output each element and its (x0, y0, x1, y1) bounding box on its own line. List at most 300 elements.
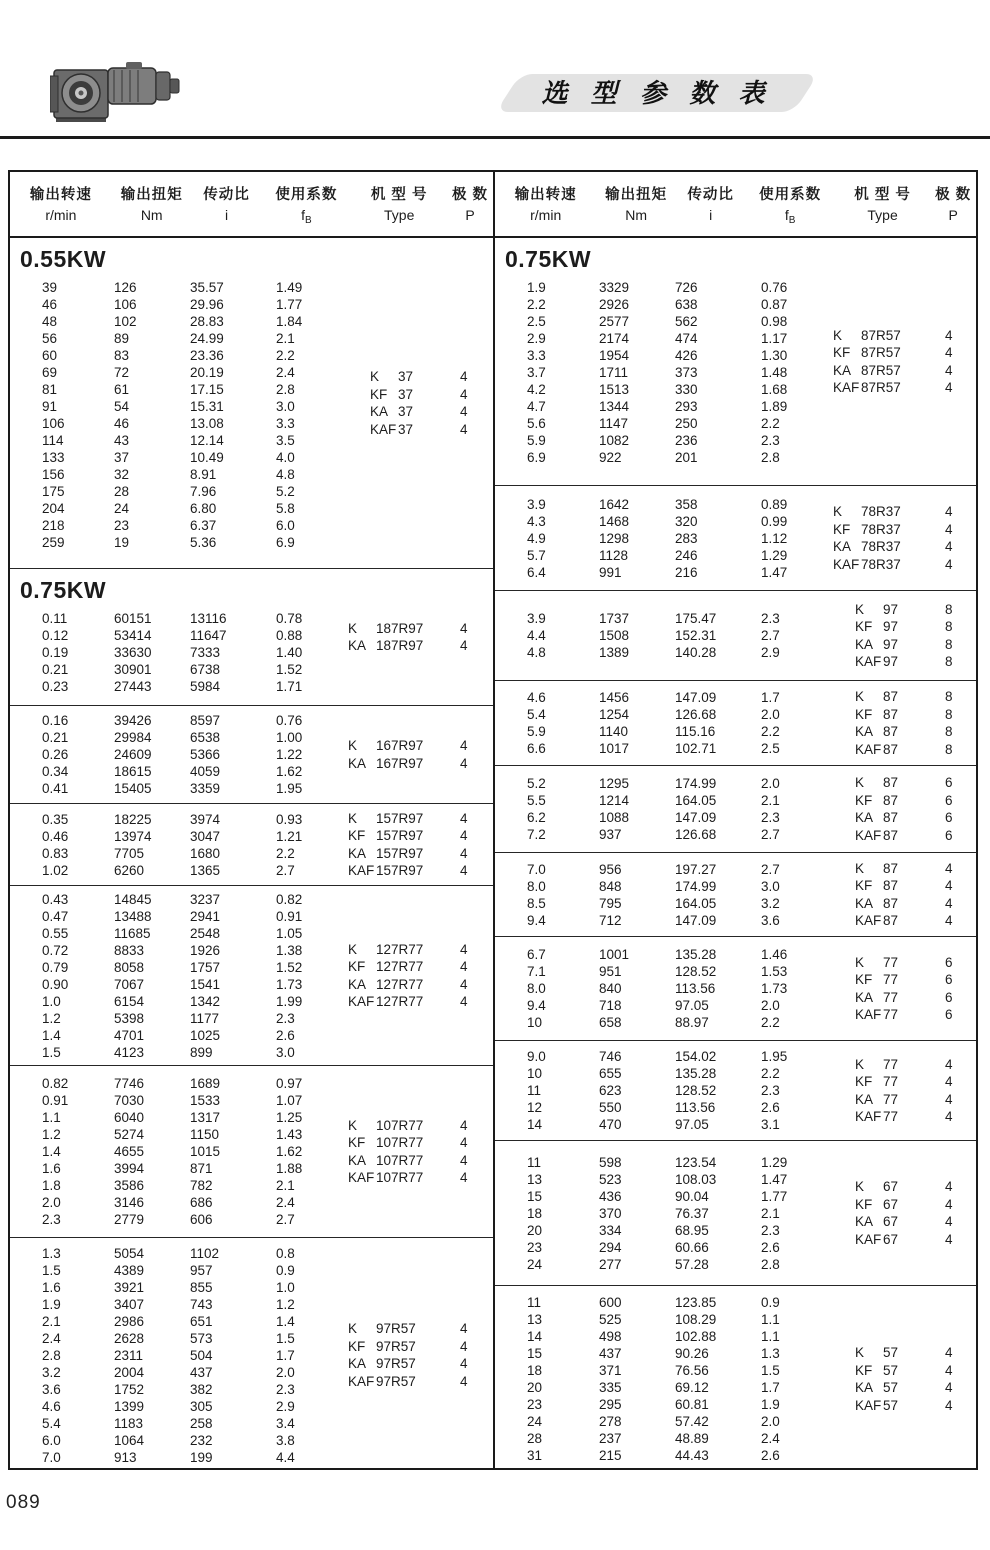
output-speed-value: 9.0 (527, 1049, 546, 1064)
table-block (495, 485, 976, 590)
pole-count: 4 (460, 369, 468, 384)
type-prefix: KAF (855, 1231, 882, 1247)
output-speed-value: 0.43 (42, 891, 69, 907)
type-size: 87R57 (861, 362, 901, 378)
ratio-value: 97.05 (675, 998, 709, 1013)
table-block (495, 238, 976, 485)
ratio-value: 174.99 (675, 878, 717, 894)
output-torque-value: 913 (114, 1449, 137, 1465)
output-torque-value: 215 (599, 1448, 622, 1463)
table-row (495, 826, 825, 843)
ratio-value: 638 (675, 297, 698, 312)
table-row (495, 1430, 825, 1447)
output-speed-value: 0.79 (42, 959, 69, 975)
service-factor-value: 1.99 (276, 993, 303, 1009)
ratio-value: 1025 (190, 1027, 221, 1043)
table-row (495, 530, 825, 547)
pole-count: 4 (945, 380, 953, 395)
table-row (10, 1075, 340, 1092)
output-speed-value: 5.4 (42, 1415, 61, 1431)
table-row (10, 1143, 340, 1160)
table-row (10, 1194, 340, 1211)
service-factor-value: 1.12 (761, 530, 788, 546)
output-speed-value: 56 (42, 331, 58, 346)
output-torque-value: 24609 (114, 747, 152, 762)
column-header-label: 机 型 号 (370, 186, 428, 203)
column-header-unit: r/min (530, 206, 562, 223)
type-designation (825, 741, 976, 759)
output-speed-value: 15 (527, 1188, 543, 1204)
table-row (10, 908, 340, 925)
ratio-value: 686 (190, 1195, 213, 1210)
type-prefix: KF (855, 878, 873, 893)
output-torque-value: 6154 (114, 993, 145, 1009)
output-torque-value: 1017 (599, 741, 630, 756)
ratio-value: 743 (190, 1296, 213, 1312)
service-factor-value: 2.1 (276, 331, 295, 346)
ratio-value: 474 (675, 331, 698, 346)
table-row (10, 432, 340, 449)
output-speed-value: 0.21 (42, 730, 69, 745)
output-torque-value: 848 (599, 878, 622, 894)
type-designation (825, 809, 976, 827)
ratio-value: 147.09 (675, 912, 717, 928)
table-row (10, 1432, 340, 1449)
output-torque-value: 6260 (114, 862, 145, 878)
output-torque-value: 523 (599, 1171, 622, 1187)
ratio-value: 782 (190, 1178, 213, 1193)
output-torque-value: 1128 (599, 547, 629, 563)
type-designation (340, 403, 493, 421)
type-designation (825, 877, 976, 895)
type-prefix: KF (370, 386, 388, 402)
service-factor-value: 0.97 (276, 1076, 303, 1091)
service-factor-value: 1.3 (761, 1346, 780, 1361)
type-designation (825, 912, 976, 930)
service-factor-value: 2.9 (761, 645, 780, 660)
ratio-value: 23.36 (190, 348, 224, 363)
table-row (495, 513, 825, 530)
ratio-value: 1015 (190, 1144, 221, 1159)
output-speed-value: 4.6 (42, 1398, 61, 1414)
pole-count: 4 (945, 1397, 953, 1413)
output-speed-value: 81 (42, 382, 58, 397)
table-row (495, 1188, 825, 1205)
type-size: 127R77 (376, 994, 424, 1009)
pole-count: 4 (460, 941, 468, 957)
ratio-value: 108.03 (675, 1171, 717, 1187)
service-factor-value: 1.29 (761, 1154, 788, 1170)
table-row (10, 1092, 340, 1109)
service-factor-value: 2.0 (761, 707, 780, 722)
pole-count: 4 (945, 1214, 953, 1229)
table-row (495, 1413, 825, 1430)
output-torque-value: 29984 (114, 730, 152, 745)
type-size: 97 (883, 654, 899, 669)
pole-count: 6 (945, 775, 953, 790)
service-factor-value: 2.2 (761, 724, 780, 739)
output-speed-value: 39 (42, 280, 58, 295)
table-row (10, 1415, 340, 1432)
table-block (495, 1285, 976, 1472)
service-factor-value: 2.2 (761, 1066, 780, 1081)
type-prefix: KAF (833, 380, 860, 395)
output-torque-value: 470 (599, 1117, 622, 1132)
table-row (10, 828, 340, 845)
table-row (10, 862, 340, 879)
type-designation (340, 1355, 493, 1373)
output-speed-value: 1.4 (42, 1027, 61, 1043)
output-speed-value: 28 (527, 1431, 543, 1446)
ratio-value: 15.31 (190, 399, 224, 414)
type-size: 67 (883, 1214, 899, 1229)
ratio-value: 102.88 (675, 1329, 717, 1344)
service-factor-value: 2.6 (761, 1448, 780, 1463)
table-row (495, 1154, 825, 1171)
service-factor-value: 1.22 (276, 747, 303, 762)
pole-count: 4 (460, 994, 468, 1009)
output-torque-value: 6040 (114, 1110, 145, 1125)
output-speed-value: 1.2 (42, 1127, 61, 1142)
service-factor-value: 1.46 (761, 947, 788, 962)
service-factor-value: 0.91 (276, 908, 303, 924)
pole-count: 4 (460, 421, 468, 437)
output-speed-value: 69 (42, 365, 58, 380)
ratio-value: 3359 (190, 781, 221, 796)
output-speed-value: 20 (527, 1222, 543, 1238)
type-designation (825, 954, 976, 972)
type-designation (340, 827, 493, 845)
header-units-row (10, 207, 493, 226)
ratio-value: 7.96 (190, 484, 217, 499)
ratio-value: 7333 (190, 645, 221, 660)
type-prefix: KA (348, 1152, 367, 1168)
service-factor-value: 2.3 (761, 611, 780, 626)
column-header-label: 传动比 (687, 186, 734, 203)
pole-count: 4 (460, 1321, 468, 1336)
output-torque-value: 1737 (599, 611, 630, 626)
ratio-value: 164.05 (675, 793, 717, 808)
type-designations (340, 706, 493, 803)
output-torque-value: 956 (599, 861, 622, 877)
type-size: 78R37 (861, 504, 901, 519)
table-row (10, 845, 340, 862)
service-factor-value: 1.29 (761, 547, 788, 563)
ratio-value: 957 (190, 1262, 213, 1278)
output-torque-value: 1711 (599, 365, 629, 380)
table-row (10, 661, 340, 678)
type-prefix: K (348, 941, 358, 957)
service-factor-value: 1.95 (276, 781, 303, 796)
output-speed-value: 10 (527, 1066, 543, 1081)
ratio-value: 573 (190, 1330, 213, 1346)
table-row (10, 1177, 340, 1194)
type-designation (825, 827, 976, 845)
output-speed-value: 14 (527, 1329, 543, 1344)
table-row (10, 644, 340, 661)
output-speed-value: 24 (527, 1256, 543, 1272)
output-torque-value: 13488 (114, 908, 152, 924)
pole-count: 8 (945, 619, 953, 634)
pole-count: 4 (945, 1345, 953, 1360)
output-speed-value: 5.6 (527, 416, 546, 431)
table-row (495, 1362, 825, 1379)
ratio-value: 57.42 (675, 1414, 709, 1429)
service-factor-value: 0.87 (761, 297, 788, 312)
table-row (495, 1379, 825, 1396)
output-speed-value: 6.0 (42, 1432, 61, 1448)
service-factor-value: 2.7 (761, 827, 780, 842)
output-speed-value: 1.6 (42, 1279, 61, 1295)
output-speed-value: 46 (42, 297, 58, 312)
service-factor-value: 2.7 (761, 861, 780, 877)
service-factor-value: 1.7 (761, 690, 780, 705)
type-size: 37 (398, 369, 414, 384)
ratio-value: 246 (675, 547, 698, 563)
data-rows (10, 238, 340, 568)
type-size: 57 (883, 1362, 899, 1378)
ratio-value: 504 (190, 1347, 213, 1363)
ratio-value: 97.05 (675, 1117, 709, 1132)
type-prefix: KA (833, 539, 852, 554)
output-torque-value: 1088 (599, 810, 630, 825)
pole-count: 4 (460, 620, 468, 636)
output-torque-value: 4123 (114, 1044, 145, 1060)
data-rows (495, 681, 825, 765)
type-designation (825, 1091, 976, 1109)
table-row (10, 364, 340, 381)
output-speed-value: 1.3 (42, 1245, 61, 1261)
output-speed-value: 12 (527, 1100, 543, 1115)
output-speed-value: 6.6 (527, 741, 546, 756)
output-speed-value: 0.21 (42, 662, 69, 677)
type-prefix: KA (370, 404, 389, 419)
type-prefix: KA (855, 1380, 874, 1395)
output-speed-value: 1.2 (42, 1010, 61, 1026)
column-header-label: 使用系数 (759, 186, 822, 203)
output-speed-value: 4.9 (527, 530, 546, 546)
column-header-label: 机 型 号 (854, 186, 911, 203)
table-row (10, 1044, 340, 1061)
type-designation (825, 653, 976, 671)
ratio-value: 1102 (190, 1245, 220, 1261)
ratio-value: 562 (675, 314, 698, 329)
type-designation (825, 1178, 976, 1196)
ratio-value: 24.99 (190, 331, 224, 346)
table-row (495, 740, 825, 757)
output-speed-value: 18 (527, 1363, 543, 1378)
power-section-label: 0.75KW (20, 577, 107, 603)
output-speed-value: 2.1 (42, 1313, 61, 1329)
pole-count: 4 (945, 539, 953, 554)
type-prefix: KAF (348, 1170, 375, 1185)
ratio-value: 1150 (190, 1127, 220, 1142)
output-torque-value: 278 (599, 1414, 622, 1429)
table-row (495, 364, 825, 381)
type-designations (825, 1141, 976, 1285)
service-factor-value: 1.77 (276, 297, 303, 312)
type-size: 78R37 (861, 556, 901, 572)
type-prefix: K (833, 327, 843, 343)
data-rows (495, 591, 825, 680)
type-designations (825, 486, 976, 590)
ratio-value: 6738 (190, 662, 221, 677)
table-row (10, 296, 340, 313)
table-row (10, 330, 340, 347)
output-torque-value: 600 (599, 1295, 622, 1310)
service-factor-value: 1.30 (761, 348, 788, 363)
type-designation (340, 637, 493, 655)
type-designations (340, 804, 493, 885)
type-size: 97R57 (376, 1373, 416, 1389)
pole-count: 6 (945, 827, 953, 843)
type-prefix: KF (855, 619, 873, 634)
service-factor-value: 2.4 (761, 1431, 780, 1446)
output-speed-value: 3.9 (527, 496, 546, 512)
type-prefix: K (855, 860, 865, 876)
output-torque-value: 19 (114, 535, 130, 550)
ratio-value: 29.96 (190, 297, 224, 312)
pole-count: 4 (460, 959, 468, 974)
ratio-value: 20.19 (190, 365, 224, 380)
ratio-value: 126.68 (675, 827, 717, 842)
output-speed-value: 6.7 (527, 947, 546, 962)
output-torque-value: 15405 (114, 781, 152, 796)
type-size: 107R77 (376, 1117, 424, 1133)
service-factor-value: 3.0 (276, 1044, 295, 1060)
output-speed-value: 1.5 (42, 1262, 61, 1278)
type-designation (825, 601, 976, 619)
type-designation (340, 941, 493, 959)
service-factor-value: 3.5 (276, 433, 295, 448)
output-torque-value: 436 (599, 1188, 622, 1204)
table-row (10, 279, 340, 296)
type-designation (340, 845, 493, 863)
table-row (10, 1160, 340, 1177)
table-row (10, 1027, 340, 1044)
service-factor-value: 0.89 (761, 496, 788, 512)
column-header-unit: i (709, 206, 713, 223)
type-size: 87R57 (861, 345, 901, 360)
service-factor-value: 2.1 (761, 1205, 780, 1221)
ratio-value: 382 (190, 1381, 213, 1397)
output-speed-value: 5.9 (527, 433, 546, 448)
table-row (495, 1082, 825, 1099)
type-size: 87 (883, 860, 899, 876)
ratio-value: 108.29 (675, 1312, 717, 1327)
output-torque-value: 3921 (114, 1279, 145, 1295)
service-factor-value: 0.9 (761, 1295, 780, 1310)
output-torque-value: 89 (114, 331, 130, 346)
type-designation (825, 379, 976, 397)
output-torque-value: 2577 (599, 314, 630, 329)
output-speed-value: 2.5 (527, 314, 546, 329)
service-factor-value: 2.0 (761, 998, 780, 1013)
type-designations (340, 886, 493, 1065)
type-designations (340, 1066, 493, 1237)
pole-count: 8 (945, 741, 953, 757)
pole-count: 4 (460, 976, 468, 992)
type-size: 97R57 (376, 1356, 416, 1371)
table-row (10, 1313, 340, 1330)
data-rows (495, 853, 825, 936)
data-rows (10, 886, 340, 1065)
service-factor-value: 1.47 (761, 564, 788, 580)
ratio-value: 6.37 (190, 518, 217, 533)
output-speed-value: 3.6 (42, 1381, 61, 1397)
output-torque-value: 3329 (599, 280, 630, 295)
type-prefix: K (348, 1321, 358, 1336)
table-row (10, 1398, 340, 1415)
service-factor-value: 1.17 (761, 331, 788, 346)
pole-count: 4 (460, 1338, 468, 1354)
type-prefix: K (348, 1117, 358, 1133)
table-row (495, 1256, 825, 1273)
service-factor-value: 2.3 (276, 1381, 295, 1397)
output-torque-value: 951 (599, 964, 622, 979)
output-torque-value: 30901 (114, 662, 152, 677)
service-factor-value: 2.1 (761, 793, 780, 808)
type-size: 67 (883, 1179, 899, 1194)
output-torque-value: 7746 (114, 1076, 145, 1091)
ratio-value: 113.56 (675, 981, 716, 996)
output-torque-value: 277 (599, 1256, 622, 1272)
type-size: 78R37 (861, 539, 901, 554)
output-speed-value: 11 (527, 1295, 542, 1310)
ratio-value: 48.89 (675, 1431, 709, 1446)
ratio-value: 330 (675, 382, 698, 397)
data-rows (495, 766, 825, 852)
type-prefix: KAF (370, 421, 397, 437)
output-torque-value: 4701 (114, 1027, 145, 1043)
table-row (10, 483, 340, 500)
column-header-label: 输出扭矩 (120, 186, 183, 203)
ratio-value: 68.95 (675, 1222, 709, 1238)
data-rows (10, 804, 340, 885)
ratio-value: 44.43 (675, 1448, 709, 1463)
service-factor-value: 2.2 (761, 416, 780, 431)
service-factor-value: 2.7 (761, 628, 780, 643)
service-factor-value: 2.9 (276, 1398, 295, 1414)
table-row (10, 763, 340, 780)
type-prefix: KA (348, 845, 367, 861)
ratio-value: 258 (190, 1415, 213, 1431)
ratio-value: 651 (190, 1313, 213, 1329)
table-row (10, 780, 340, 797)
output-speed-value: 11 (527, 1083, 542, 1098)
ratio-value: 154.02 (675, 1049, 717, 1064)
pole-count: 4 (945, 895, 953, 911)
data-rows (495, 1041, 825, 1140)
output-speed-value: 114 (42, 433, 64, 448)
type-prefix: KA (855, 810, 874, 825)
output-speed-value: 4.2 (527, 382, 546, 397)
gearmotor-photo (50, 60, 182, 128)
service-factor-value: 1.5 (276, 1330, 295, 1346)
output-torque-value: 14845 (114, 891, 152, 907)
page-title: 选 型 参 数 表 (541, 78, 773, 108)
output-speed-value: 0.11 (42, 611, 68, 626)
service-factor-value: 1.1 (761, 1329, 780, 1344)
output-torque-value: 1513 (599, 382, 630, 397)
type-designations (825, 238, 976, 485)
table-row (10, 1296, 340, 1313)
output-speed-value: 7.2 (527, 827, 546, 842)
type-prefix: K (855, 1345, 865, 1360)
output-speed-value: 1.4 (42, 1144, 61, 1159)
type-size: 77 (883, 1074, 899, 1089)
pole-count: 4 (945, 556, 953, 572)
